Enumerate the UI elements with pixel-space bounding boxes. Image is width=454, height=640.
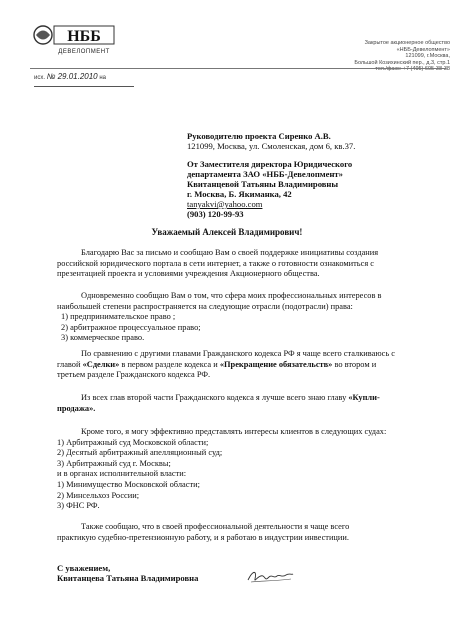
term-sdelki: «Сделки» bbox=[82, 359, 120, 369]
out-ref-date: № 29.01.2010 bbox=[46, 72, 98, 81]
text-line: Кроме того, я могу эффективно представлять интересы клиентов в следующих судах: bbox=[81, 427, 387, 436]
handwritten-signature bbox=[245, 566, 295, 586]
paragraph-1 bbox=[57, 248, 415, 280]
logo-text: НББ bbox=[67, 28, 101, 45]
list-item: 3) коммерческое право. bbox=[61, 333, 145, 343]
paragraph-3 bbox=[57, 349, 415, 381]
text-line: Благодарю Вас за письмо и сообщаю Вам о своей поддержке инициативы создания bbox=[81, 248, 379, 257]
sender-phone: (903) 120-99-93 bbox=[187, 209, 244, 219]
sender-name: Квитанцевой Татьяны Владимировны bbox=[187, 179, 339, 189]
text-line: продажа». bbox=[57, 403, 96, 413]
header-divider bbox=[30, 68, 446, 69]
list-item: 2) Десятый арбитражный апелляционный суд; bbox=[57, 448, 223, 458]
company-line: 121099, г.Москва, bbox=[405, 53, 450, 59]
text-line: По сравнению с другими главами Гражданского кодекса РФ я чаще всего сталкиваюсь с bbox=[81, 349, 395, 358]
paragraph-6 bbox=[57, 522, 415, 543]
text-line: третьем разделе Гражданского кодекса РФ. bbox=[57, 370, 211, 380]
term-kupli: «Купли- bbox=[348, 393, 380, 402]
list-item: 2) Минсельхоз России; bbox=[57, 490, 140, 500]
sender-email[interactable]: tanyakvi@yahoo.com bbox=[187, 199, 263, 209]
sender-line: департамента ЗАО «НББ-Девелопмент» bbox=[187, 169, 343, 179]
sender-line: От Заместителя директора Юридического bbox=[187, 159, 353, 169]
text-line: и в органах исполнительной власти: bbox=[57, 469, 187, 479]
incoming-ref-line bbox=[34, 86, 134, 87]
term-prekrashchenie: «Прекращение обязательств» bbox=[219, 359, 333, 369]
paragraph-2 bbox=[57, 291, 415, 344]
text-run: главой bbox=[57, 359, 83, 369]
text-line: наибольшей степени распространяется на следующие отрасли (подотрасли) права: bbox=[57, 301, 353, 311]
text-line: Одновременно сообщаю Вам о том, что сфера моих профессиональных интересов в bbox=[81, 291, 382, 300]
outgoing-ref bbox=[34, 72, 106, 81]
out-ref-prefix: исх. bbox=[34, 75, 46, 81]
text-line bbox=[57, 393, 415, 404]
paragraph-4 bbox=[57, 393, 415, 414]
text-line: практикую судебно-претензионную работу, и я работаю в индустрии инвестиции. bbox=[57, 532, 349, 542]
greeting: Уважаемый Алексей Владимирович! bbox=[151, 227, 303, 237]
list-item: 3) ФНС РФ. bbox=[57, 501, 100, 511]
company-logo bbox=[32, 20, 116, 60]
text-line: Также сообщаю, что в своей профессиональной деятельности я чаще всего bbox=[81, 522, 350, 531]
list-item: 1) предпринимательское право ; bbox=[61, 312, 176, 322]
signer-name: Квитанцева Татьяна Владимировна bbox=[57, 573, 199, 584]
signature-block bbox=[57, 563, 198, 584]
text-line: презентацией проекта и условиями учреждения Акционерного общества. bbox=[57, 269, 320, 279]
sender-address: г. Москва, Б. Якиманка, 42 bbox=[187, 189, 292, 199]
text-run: Из всех глав второй части Гражданского кодекса я лучше всего знаю главу bbox=[81, 393, 349, 402]
list-item: 3) Арбитражный суд г. Москвы; bbox=[57, 458, 171, 468]
company-line: Большой Козихинский пер., д.3, стр.1 bbox=[354, 59, 450, 66]
closing: С уважением, bbox=[57, 563, 111, 573]
logo-subtext: ДЕВЕЛОПМЕНТ bbox=[58, 49, 110, 55]
company-line: «НББ-Девелопмент» bbox=[396, 46, 450, 53]
company-line: тел./факс: +7 (495) 605-38-38 bbox=[375, 66, 450, 72]
text-run: в первом разделе кодекса и bbox=[119, 359, 220, 369]
list-item: 1) Минимущество Московской области; bbox=[57, 479, 200, 489]
text-run: во втором и bbox=[332, 359, 377, 369]
paragraph-5 bbox=[57, 427, 415, 512]
recipient-name: Руководителю проекта Сиренко А.В. bbox=[187, 131, 331, 141]
list-item: 2) арбитражное процессуальное право; bbox=[61, 322, 201, 332]
list-item: 1) Арбитражный суд Московской области; bbox=[57, 437, 209, 447]
out-ref-suffix: на bbox=[99, 75, 106, 81]
company-line: Закрытое акционерное общество bbox=[364, 40, 450, 46]
recipient-address: 121099, Москва, ул. Смоленская, дом 6, кв.37. bbox=[187, 141, 356, 151]
text-line bbox=[57, 360, 415, 371]
text-line: российской юридического портала в сети интернет, а также о готовности ознакомиться с bbox=[57, 258, 374, 268]
